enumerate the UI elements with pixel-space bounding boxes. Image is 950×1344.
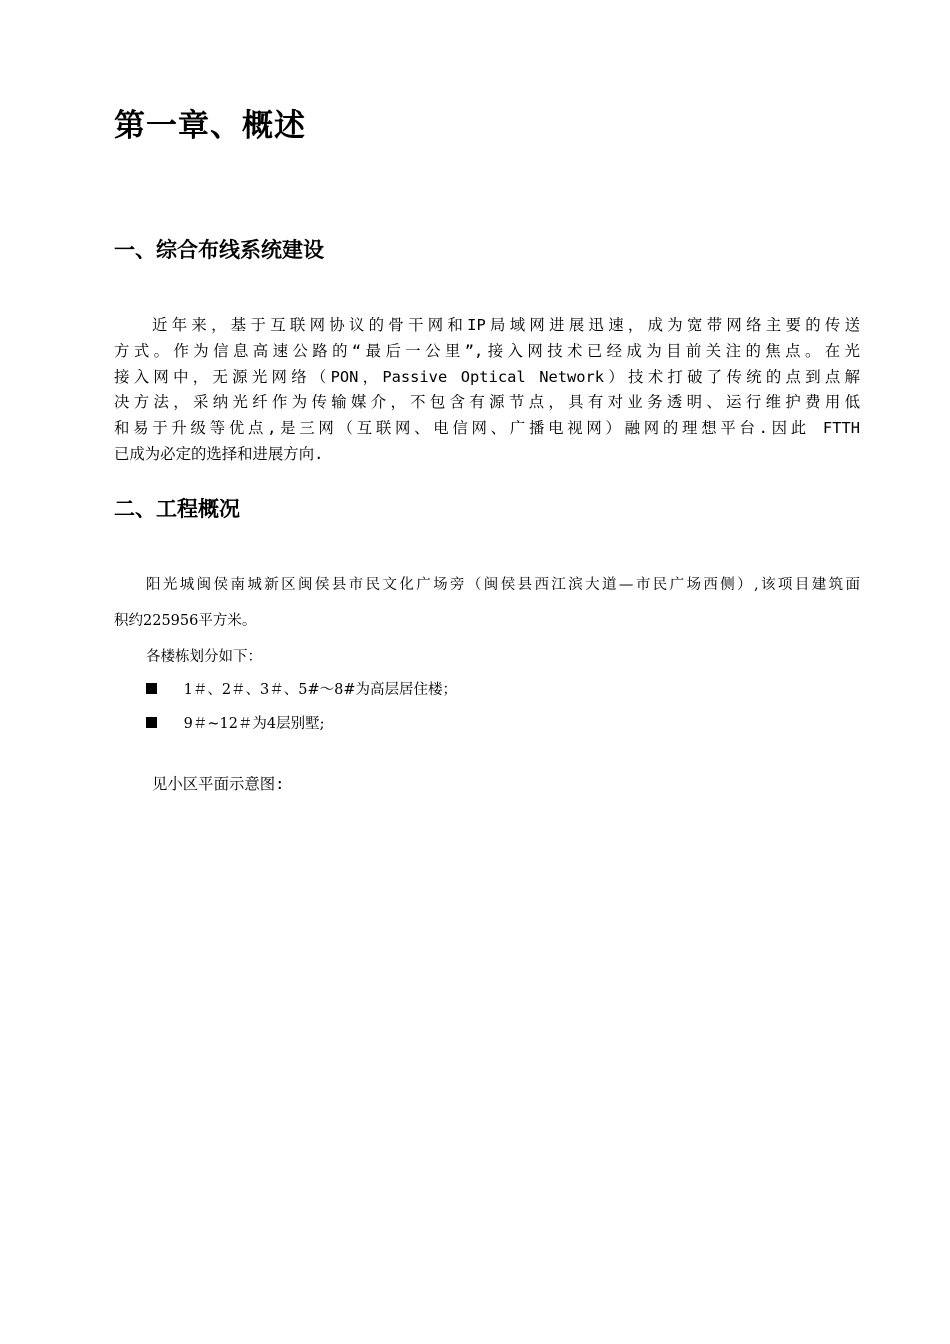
- square-bullet-icon: [146, 683, 157, 694]
- chapter-title: 第一章、概述: [114, 108, 306, 144]
- square-bullet-icon: [146, 717, 157, 728]
- paragraph-line: 近年来，基于互联网协议的骨干网和IP局域网进展迅速，成为宽带网络主要的传送: [152, 316, 860, 334]
- section-title-project-overview: 二、工程概况: [114, 497, 240, 521]
- paragraph-line: 决方法，采纳光纤作为传输媒介，不包含有源节点，具有对业务透明、运行维护费用低: [114, 393, 860, 412]
- intro-paragraph: [114, 313, 860, 468]
- section-title-cabling: 一、综合布线系统建设: [114, 238, 324, 262]
- building-list-intro: 各楼栋划分如下：: [146, 649, 262, 665]
- project-paragraph-line: 积约225956平方米。: [114, 613, 257, 629]
- list-item-text: 1＃、2＃、3＃、5#～8#为高层居住楼；: [183, 682, 458, 698]
- paragraph-line: 接入网中，无源光网络（PON，Passive Optical Network）技术打破了传统的点到点解: [114, 367, 860, 386]
- paragraph-line: 方式。作为信息高速公路的“最后一公里”,接入网技术已经成为目前关注的焦点。在光: [114, 341, 860, 360]
- list-item: [146, 680, 457, 700]
- paragraph-line: 已成为必定的选择和进展方向.: [114, 444, 324, 463]
- project-paragraph-line: 阳光城闽侯南城新区闽侯县市民文化广场旁（闽侯县西江滨大道—市民广场西侧）,该项目建筑面: [146, 577, 860, 593]
- list-item: [146, 714, 325, 734]
- site-plan-caption: 见小区平面示意图:: [152, 775, 285, 793]
- paragraph-line: 和易于升级等优点,是三网（互联网、电信网、广播电视网）融网的理想平台.因此 FTTH: [114, 419, 860, 438]
- list-item-text: 9＃~12＃为4层别墅;: [183, 716, 325, 732]
